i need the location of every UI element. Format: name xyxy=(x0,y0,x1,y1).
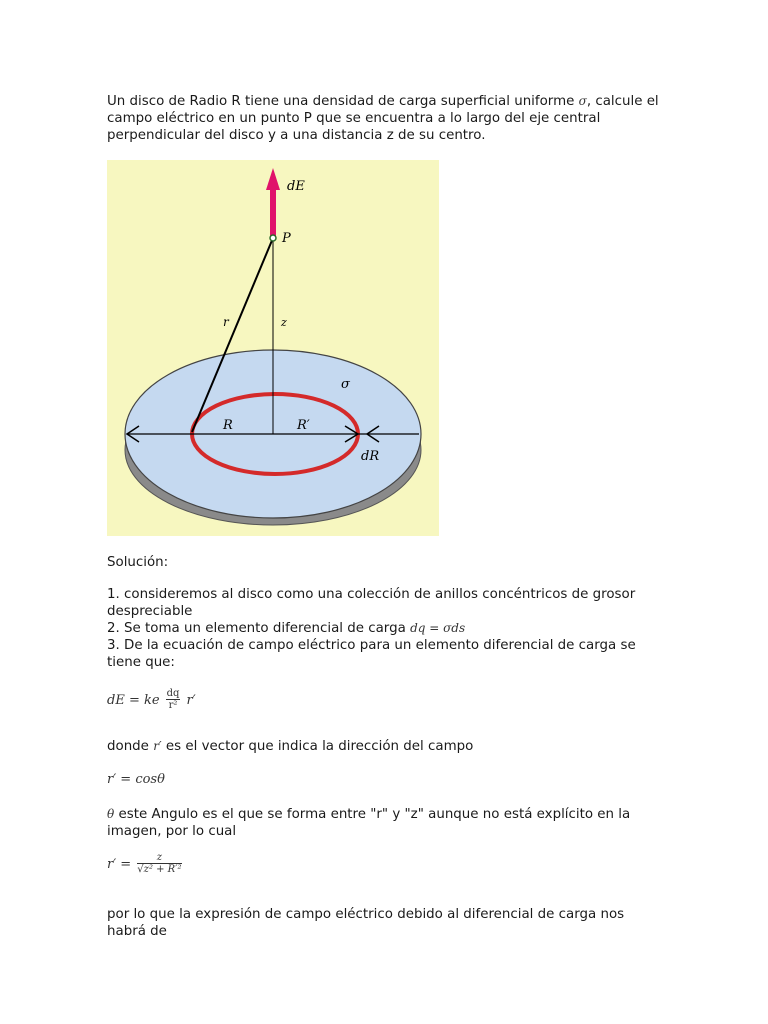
problem-text-start: Un disco de Radio R tiene una densidad de carga superficial uniforme xyxy=(107,94,575,109)
eq1-lhs: dE = ke xyxy=(107,693,160,708)
donde-text-start: donde xyxy=(107,739,149,754)
label-dE: dE xyxy=(287,179,305,194)
step-3: 3. De la ecuación de campo eléctrico para un elemento diferencial de carga se tiene que: xyxy=(107,638,636,670)
problem-statement xyxy=(107,93,667,144)
label-z: z xyxy=(281,316,287,329)
eq3-denominator: √z² + R′² xyxy=(137,864,182,875)
donde-line xyxy=(107,738,667,755)
label-R-prime: R′ xyxy=(297,418,310,433)
eq2-text: r′ = cosθ xyxy=(107,772,165,787)
last-line: por lo que la expresión de campo eléctrico debido al diferencial de carga nos habrá de xyxy=(107,907,625,939)
eq1-denominator: r² xyxy=(168,700,178,711)
step-2-math: dq = σds xyxy=(410,621,466,635)
eq3-numerator: z xyxy=(137,852,181,864)
disk-diagram xyxy=(107,160,439,536)
label-dR: dR xyxy=(361,449,380,464)
dE-arrow-shaft xyxy=(270,188,276,238)
theta-text: este Angulo es el que se forma entre "r" y "z" aunque no está explícito en la imagen, por lo cual xyxy=(107,807,631,839)
eq1-numerator: dq xyxy=(166,688,180,699)
label-r: r xyxy=(223,315,229,329)
label-sigma: σ xyxy=(341,377,350,392)
point-P xyxy=(270,235,276,241)
step-2 xyxy=(107,620,667,637)
theta-symbol: θ xyxy=(107,807,115,821)
label-R: R xyxy=(223,418,233,433)
disk-figure xyxy=(107,160,439,536)
solution-heading: Solución: xyxy=(107,555,169,570)
problem-text-end: , calcule el campo eléctrico en un punto P que se encuentra a lo largo del eje central perpendicular del disco y a una distancia z de su centro. xyxy=(107,94,659,143)
sigma-symbol: σ xyxy=(578,94,587,108)
equation-r-prime-cos xyxy=(107,772,165,787)
theta-paragraph xyxy=(107,806,667,840)
eq3-fraction xyxy=(137,852,181,875)
step-1: 1. consideremos al disco como una colección de anillos concéntricos de grosor despreciable xyxy=(107,587,636,619)
donde-text-end: es el vector que indica la dirección del campo xyxy=(165,739,474,754)
label-P: P xyxy=(282,231,291,246)
step-2-text: 2. Se toma un elemento diferencial de carga xyxy=(107,621,406,636)
eq1-fraction xyxy=(166,688,181,711)
eq1-tail: r′ xyxy=(186,693,196,708)
equation-dE xyxy=(107,688,196,711)
eq3-lhs: r′ = xyxy=(107,857,132,872)
r-prime-symbol: r′ xyxy=(153,739,162,753)
equation-r-prime-fraction xyxy=(107,852,183,875)
